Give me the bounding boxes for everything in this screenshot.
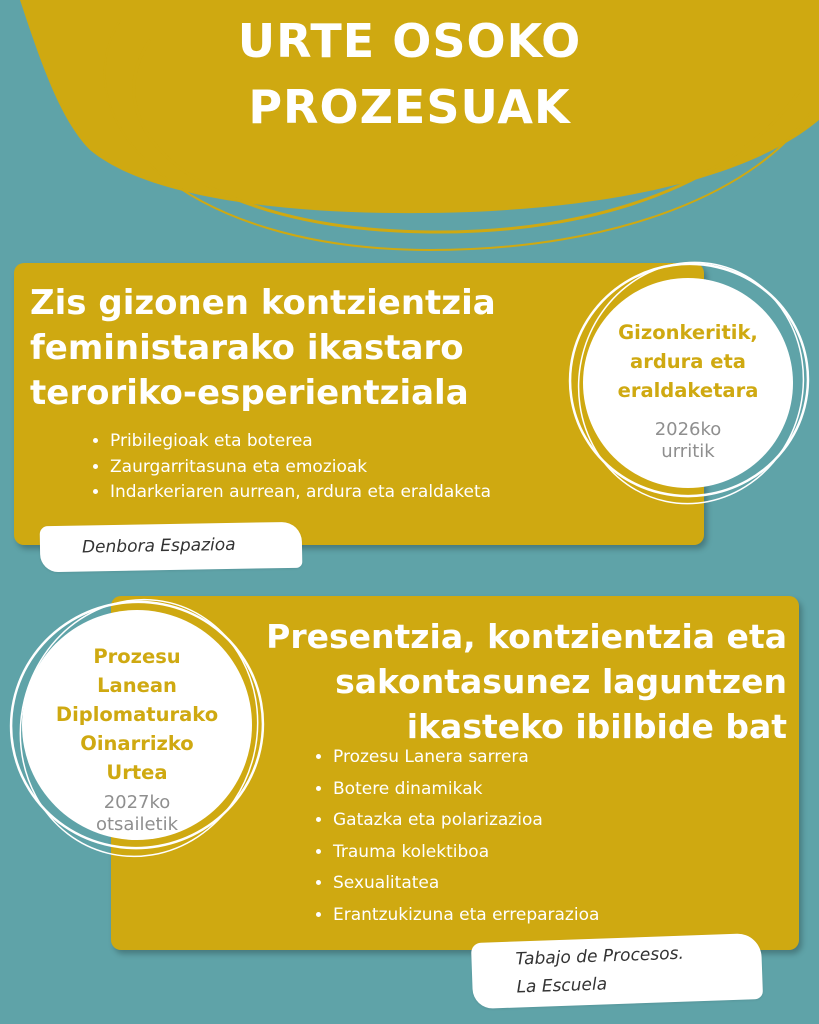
course-1-title-line: Zis gizonen kontzientzia (30, 283, 496, 323)
course-2-start-date (22, 792, 252, 836)
topic-item: • Pribilegioak eta boterea (110, 429, 491, 455)
course-1-title-line: feministarako ikastaro (30, 328, 464, 368)
badge-title-line: Urtea (106, 761, 168, 784)
course-2-title-line: ikasteko ibilbide bat (406, 707, 787, 746)
course-2-badge-title (22, 642, 252, 787)
badge-title-line: Oinarrizko (80, 732, 194, 755)
page-title (0, 8, 819, 140)
date-line: urritik (661, 441, 715, 462)
course-1-start-date (583, 419, 793, 463)
organizer-1-name: Denbora Espazioa (81, 534, 236, 558)
course-1-badge (583, 278, 793, 488)
badge-title-line: Lanean (97, 674, 177, 697)
badge-title-line: ardura eta (630, 350, 746, 373)
course-2-badge (22, 610, 252, 840)
topic-item: • Zaurgarritasuna eta emozioak (110, 455, 491, 481)
badge-title-line: Diplomaturako (55, 703, 219, 726)
course-2-topic-list (313, 742, 599, 932)
course-2-title-line: Presentzia, kontzientzia eta (266, 617, 787, 656)
course-1-badge-title (583, 318, 793, 405)
course-1-title (30, 281, 590, 416)
badge-title-line: eraldaketara (617, 379, 759, 402)
topic-item: • Sexualitatea (333, 868, 599, 900)
topic-item: • Erantzukizuna eta erreparazioa (333, 900, 599, 932)
topic-item: • Botere dinamikak (333, 774, 599, 806)
page-title-line-1: URTE OSOKO (237, 14, 582, 68)
organizer-2-line: Tabajo de Procesos. (515, 943, 685, 970)
date-line: 2027ko (103, 792, 171, 813)
badge-title-line: Prozesu (93, 645, 181, 668)
date-line: otsailetik (95, 814, 179, 835)
page-title-line-2: PROZESUAK (248, 80, 571, 134)
date-line: 2026ko (654, 419, 722, 440)
organizer-tag-1 (40, 522, 303, 573)
organizer-2-line: La Escuela (516, 974, 608, 998)
course-2-title (227, 614, 787, 749)
topic-item: • Trauma kolektiboa (333, 837, 599, 869)
topic-item: • Prozesu Lanera sarrera (333, 742, 599, 774)
topic-item: • Indarkeriaren aurrean, ardura eta eraldaketa (110, 480, 491, 506)
topic-item: • Gatazka eta polarizazioa (333, 805, 599, 837)
course-2-title-line: sakontasunez laguntzen (335, 662, 787, 701)
course-1-topic-list (90, 429, 491, 506)
organizer-tag-2 (471, 933, 763, 1009)
badge-title-line: Gizonkeritik, (618, 321, 758, 344)
course-1-title-line: teroriko-esperientziala (30, 373, 469, 413)
